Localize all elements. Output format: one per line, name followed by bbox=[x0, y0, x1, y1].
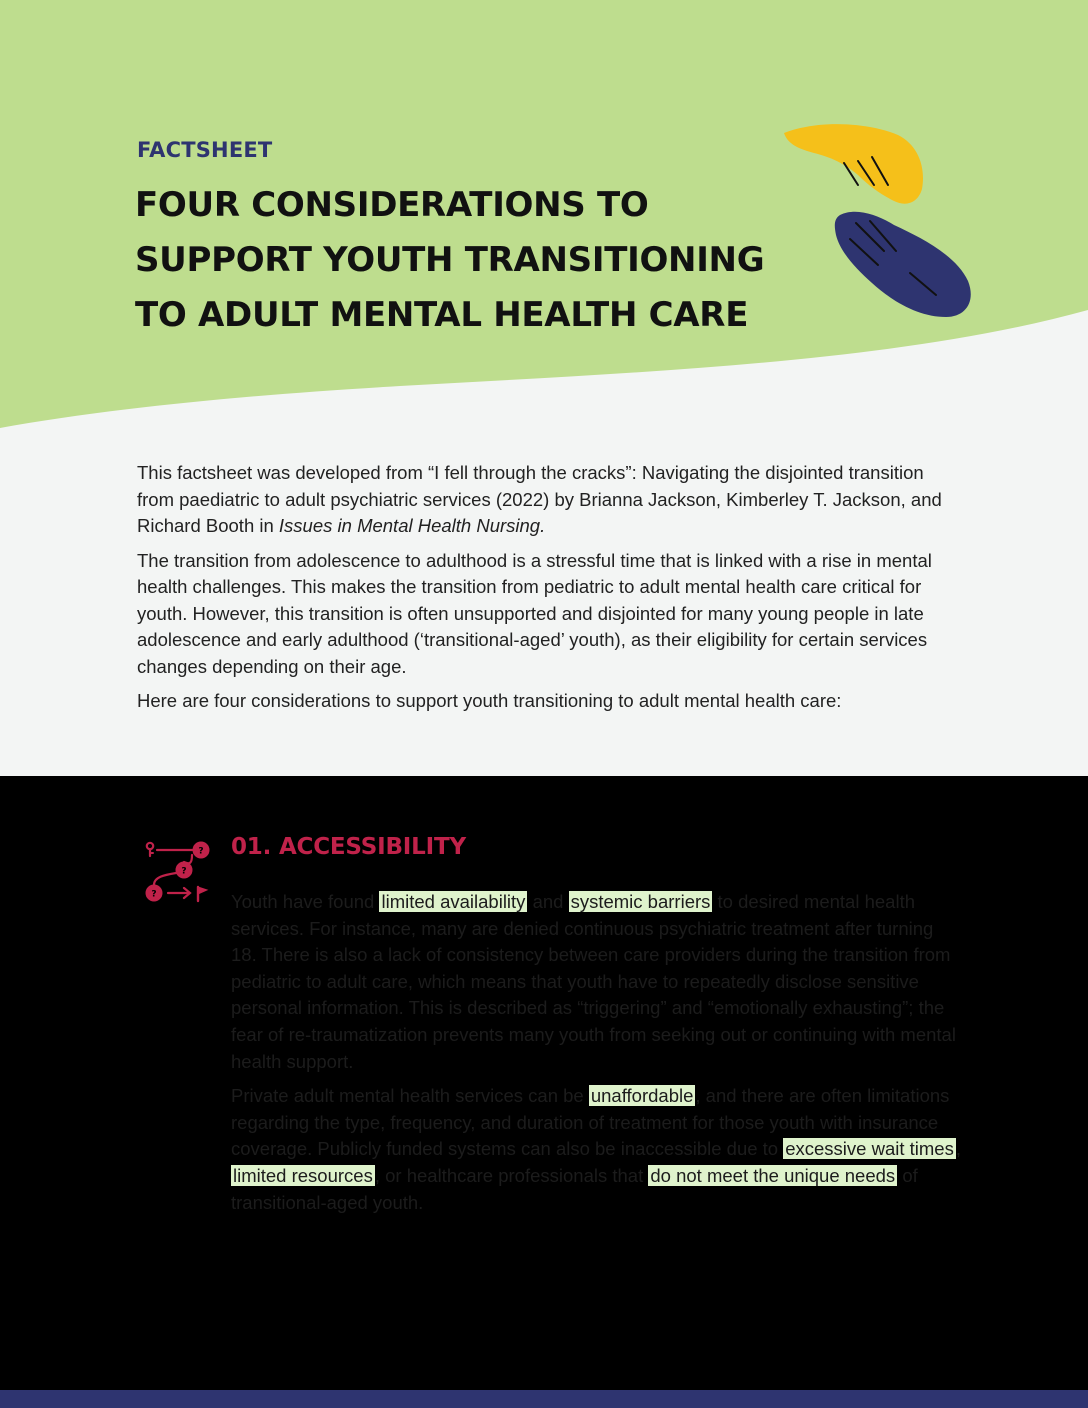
intro-paragraph-3: Here are four considerations to support youth transitioning to adult mental health care: bbox=[137, 690, 842, 711]
title-line-1: FOUR CONSIDERATIONS TO bbox=[135, 185, 649, 225]
body-text: to desired mental health services. For instance, many are denied continuous psychiatric treatment after turning 18. There is also a lack of consistency between care providers during the transition from pediatric to adult care, which means that youth have to repeatedly disclose sensitive personal information. This is described as “triggering” and “emotionally exhausting”; the fear of re-traumatization prevents many youth from seeking out or continuing with mental health support. bbox=[231, 891, 956, 1072]
highlight-limited-availability: limited availability bbox=[381, 891, 526, 912]
intro-section bbox=[137, 460, 957, 723]
svg-text:?: ? bbox=[198, 846, 204, 857]
body-text: Youth have found bbox=[231, 891, 380, 912]
accessibility-body bbox=[231, 889, 961, 1224]
body-text: , and there are often limitations regarding the type, frequency, and duration of treatment for those youth with insurance coverage. Publicly funded systems can also be inaccessible due to bbox=[231, 1085, 950, 1160]
highlight-excessive-wait-times: excessive wait times bbox=[785, 1138, 954, 1160]
reaching-hands-icon bbox=[760, 105, 1000, 335]
body-text: and bbox=[527, 891, 569, 912]
highlight-unique-needs: do not meet the unique needs bbox=[650, 1164, 896, 1186]
intro-paragraph-2: The transition from adolescence to adulthood is a stressful time that is linked with a rise in mental health challenges. This makes the transition from pediatric to adult mental health care critical for youth. However, this transition is often unsupported and disjointed for many young people in late adolescence and early adulthood (‘transitional-aged’ youth), as their eligibility for certain services changes depending on their age. bbox=[137, 549, 932, 677]
body-text: of transitional-aged youth. bbox=[231, 1164, 918, 1213]
title-line-3: TO ADULT MENTAL HEALTH CARE bbox=[135, 295, 749, 335]
header-banner bbox=[0, 0, 1088, 440]
body-text: Private adult mental health services can be bbox=[231, 1085, 589, 1107]
footer-bar bbox=[0, 1390, 1088, 1408]
intro-source-text: This factsheet was developed from “I fell through the cracks”: Navigating the disjointed transition from paediatric to adult psychiatric services (2022) by Brianna Jackson, Kimberley T. Jackson, and Richard Booth in bbox=[137, 462, 942, 536]
pathway-icon bbox=[140, 837, 212, 909]
factsheet-label: FACTSHEET bbox=[137, 138, 273, 162]
highlight-unaffordable: unaffordable bbox=[590, 1085, 694, 1107]
highlight-limited-resources: limited resources bbox=[233, 1164, 373, 1186]
accessibility-paragraph-1 bbox=[231, 889, 961, 1075]
highlight-systemic-barriers: systemic barriers bbox=[570, 891, 711, 912]
section-title-accessibility: 01. ACCESSIBILITY bbox=[231, 834, 466, 860]
body-text: , or healthcare professionals that bbox=[374, 1164, 649, 1186]
title-line-2: SUPPORT YOUTH TRANSITIONING bbox=[135, 240, 765, 280]
svg-text:?: ? bbox=[181, 866, 187, 877]
journal-citation: Issues in Mental Health Nursing. bbox=[278, 515, 546, 536]
accessibility-paragraph-2 bbox=[231, 1083, 961, 1216]
body-text: , bbox=[955, 1138, 961, 1160]
page-title bbox=[135, 178, 795, 343]
svg-text:?: ? bbox=[151, 889, 157, 900]
intro-paragraph-1 bbox=[137, 460, 957, 540]
